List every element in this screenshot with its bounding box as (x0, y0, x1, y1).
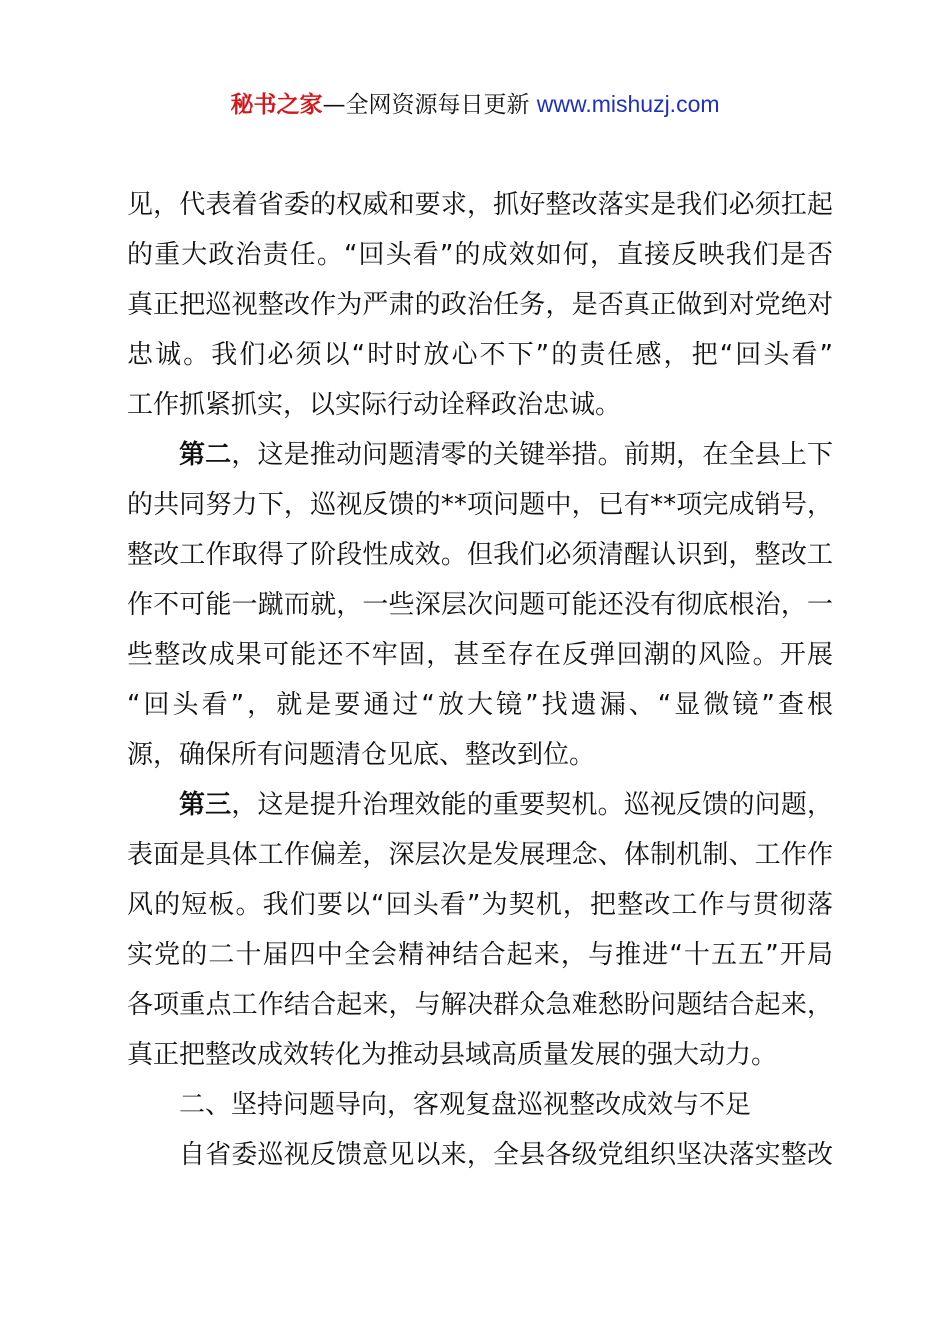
paragraph-text: ，这是提升治理效能的重要契机。巡视反馈的问题， (231, 790, 833, 820)
text-line: 整改工作取得了阶段性成效。但我们必须清醒认识到，整改工 (127, 540, 833, 570)
text-line: 见，代表着省委的权威和要求，抓好整改落实是我们必须扛起 (127, 190, 833, 220)
brand-name: 秘书之家 (230, 92, 323, 118)
text-line: 工作抓紧抓实，以实际行动诠释政治忠诚。 (127, 390, 622, 420)
text-line: 些整改成果可能还不牢固，甚至存在反弹回潮的风险。开展 (127, 640, 833, 670)
page-header (0, 88, 950, 121)
text-line: 表面是具体工作偏差，深层次是发展理念、体制机制、工作作 (127, 840, 833, 870)
site-url-link[interactable]: www.mishuzj.com (536, 91, 720, 117)
paragraph-first-line (127, 430, 833, 480)
text-line: 各项重点工作结合起来，与解决群众急难愁盼问题结合起来， (127, 990, 833, 1020)
paragraph-text: ，这是推动问题清零的关键举措。前期，在全县上下 (231, 440, 833, 470)
text-line: 真正把整改成效转化为推动县域高质量发展的强大动力。 (127, 1040, 778, 1070)
paragraph-first-line: 自省委巡视反馈意见以来，全县各级党组织坚决落实整改 (179, 1140, 833, 1170)
text-line: 源，确保所有问题清仓见底、整改到位。 (127, 740, 596, 770)
paragraph-first-line (127, 780, 833, 830)
text-line: 真正把巡视整改作为严肃的政治任务，是否真正做到对党绝对 (127, 290, 833, 320)
text-line: 忠诚。我们必须以“时时放心不下”的责任感，把“回头看” (127, 340, 833, 370)
paragraph-lead: 第二 (179, 440, 232, 470)
text-line: 风的短板。我们要以“回头看”为契机，把整改工作与贯彻落 (127, 890, 833, 920)
section-heading: 二、坚持问题导向，客观复盘巡视整改成效与不足 (179, 1090, 752, 1120)
header-tagline: —全网资源每日更新 (322, 92, 537, 118)
document-body (127, 180, 833, 1180)
text-line: 实党的二十届四中全会精神结合起来，与推进“十五五”开局 (127, 940, 833, 970)
text-line: 的重大政治责任。“回头看”的成效如何，直接反映我们是否 (127, 240, 833, 270)
text-line: “回头看”，就是要通过“放大镜”找遗漏、“显微镜”查根 (127, 690, 833, 720)
text-line: 作不可能一蹴而就，一些深层次问题可能还没有彻底根治，一 (127, 590, 833, 620)
paragraph-lead: 第三 (179, 790, 232, 820)
text-line: 的共同努力下，巡视反馈的**项问题中，已有**项完成销号， (127, 490, 833, 520)
